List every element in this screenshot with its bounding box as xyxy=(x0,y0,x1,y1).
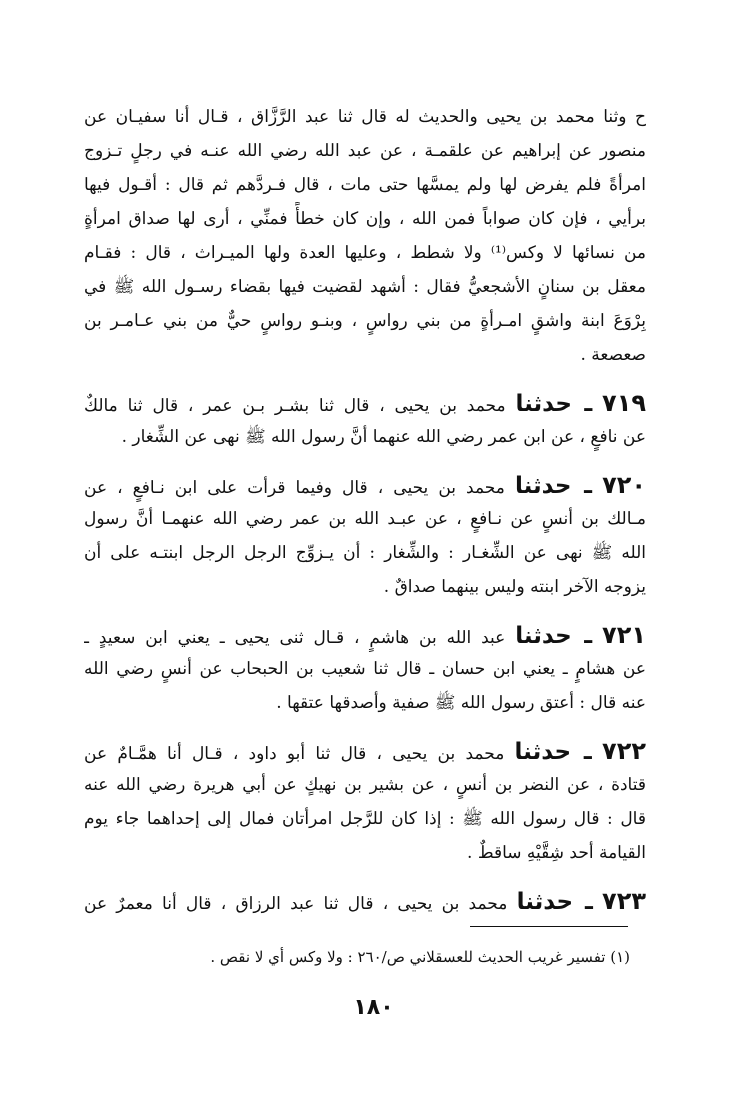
hadith-number: ٧٢٣ xyxy=(602,887,646,915)
hadith-first-line xyxy=(84,734,646,768)
hadith-text: عبد الله بن هاشمٍ ، قـال ثنى يحيى ـ يعني ابن سعيدٍ ـ xyxy=(84,628,506,648)
text-line: عنه قال : أعتق رسول الله ﷺ صفية وأصدقها عتقها . xyxy=(276,693,646,713)
text-line: من نسائها لا وكس⁽¹⁾ ولا شطط ، وعليها العدة ولها الميـراث ، قال : فقـام xyxy=(84,243,646,263)
haddathana-label: ـ حدثنا xyxy=(514,739,592,765)
footnote: (١) تفسير غريب الحديث للعسقلاني ص/٢٦٠ : ولا وكس أي لا نقص . xyxy=(210,948,630,966)
text-line: عن نافعٍ ، عن ابن عمر رضي الله عنهما أنَّ رسول الله ﷺ نهى عن الشِّغار . xyxy=(121,427,646,447)
hadith-number: ٧٢٢ xyxy=(602,737,646,765)
text-line: برأيي ، فإن كان صواباً فمن الله ، وإن كان خطأً فمنِّي ، أرى لها صداق امرأةٍ xyxy=(84,209,646,229)
hadith-number: ٧١٩ xyxy=(602,389,646,417)
hadith-first-line xyxy=(84,884,646,918)
hadith-text: محمد بن يحيى ، قال ثنا أبو داود ، قـال أنا همَّـامٌ عن xyxy=(84,744,505,764)
haddathana-label: ـ حدثنا xyxy=(515,391,593,417)
hadith-text: محمد بن يحيى ، قال ثنا بشـر بـن عمر ، قال ثنا مالكٌ xyxy=(84,396,506,416)
footnote-divider xyxy=(470,926,628,927)
intro-paragraph xyxy=(84,100,646,372)
hadith-723 xyxy=(84,884,646,918)
hadith-text: محمد بن يحيى ، قال وفيما قرأت على ابن نـافعٍ ، عن xyxy=(84,478,505,498)
hadith-number: ٧٢٠ xyxy=(602,471,646,499)
hadith-first-line xyxy=(84,618,646,652)
hadith-721 xyxy=(84,618,646,720)
hadith-720 xyxy=(84,468,646,604)
text-line: عن هشامٍ ـ يعني ابن حسان ـ قال ثنا شعيب بن الحبحاب عن أنسٍ رضي الله xyxy=(84,659,646,679)
text-line: يزوجه الآخر ابنته وليس بينهما صداقٌ . xyxy=(383,577,646,597)
haddathana-label: ـ حدثنا xyxy=(514,473,592,499)
text-line: ح وثنا محمد بن يحيى والحديث له قال ثنا عبد الرَّزَّاق ، قـال أنا سفيـان عن xyxy=(84,107,646,127)
text-line: صعصعة . xyxy=(580,345,646,365)
hadith-text: محمد بن يحيى ، قال ثنا عبد الرزاق ، قال أنا معمرٌ عن xyxy=(84,894,508,914)
text-line: القيامة أحد شِقَّيْهِ ساقطٌ . xyxy=(467,843,646,863)
hadith-719 xyxy=(84,386,646,454)
hadith-722 xyxy=(84,734,646,870)
page-number: ١٨٠ xyxy=(353,995,394,1020)
main-text xyxy=(84,100,646,932)
text-line: معقل بن سنانٍ الأشجعيُّ فقال : أشهد لقضيت فيها بقضاء رسـول الله ﷺ في xyxy=(84,277,646,297)
text-line: مـالك بن أنسٍ عن نـافعٍ ، عن عبـد الله بن عمر رضي الله عنهمـا أنَّ رسول xyxy=(84,509,646,529)
hadith-number: ٧٢١ xyxy=(602,621,646,649)
haddathana-label: ـ حدثنا xyxy=(515,623,593,649)
text-line: منصور عن إبراهيم عن علقمـة ، عن عبد الله رضي الله عنـه في رجلٍ تـزوج xyxy=(84,141,646,161)
hadith-first-line xyxy=(84,468,646,502)
text-line: بِرْوَعَ ابنة واشقٍ امـرأةٍ من بني رواسٍ ، وبنـو رواسٍ حيٌّ من بني عـامـر بن xyxy=(84,311,646,331)
hadith-first-line xyxy=(84,386,646,420)
text-line: امرأةً فلم يفرض لها ولم يمسَّها حتى مات ، قال فـردَّهم ثم قال : أقـول فيها xyxy=(84,175,646,195)
text-line: قال : قال رسول الله ﷺ : إذا كان للرَّجل امرأتان فمال إلى إحداهما جاء يوم xyxy=(84,809,646,829)
haddathana-label: ـ حدثنا xyxy=(516,889,593,915)
text-line: الله ﷺ نهى عن الشِّغـار : والشِّغار : أن يـزوِّج الرجل الرجل ابنتـه على أن xyxy=(84,543,646,563)
text-line: قتادة ، عن النضر بن أنسٍ ، عن بشير بن نهيكٍ عن أبي هريرة رضي الله عنه xyxy=(84,775,646,795)
